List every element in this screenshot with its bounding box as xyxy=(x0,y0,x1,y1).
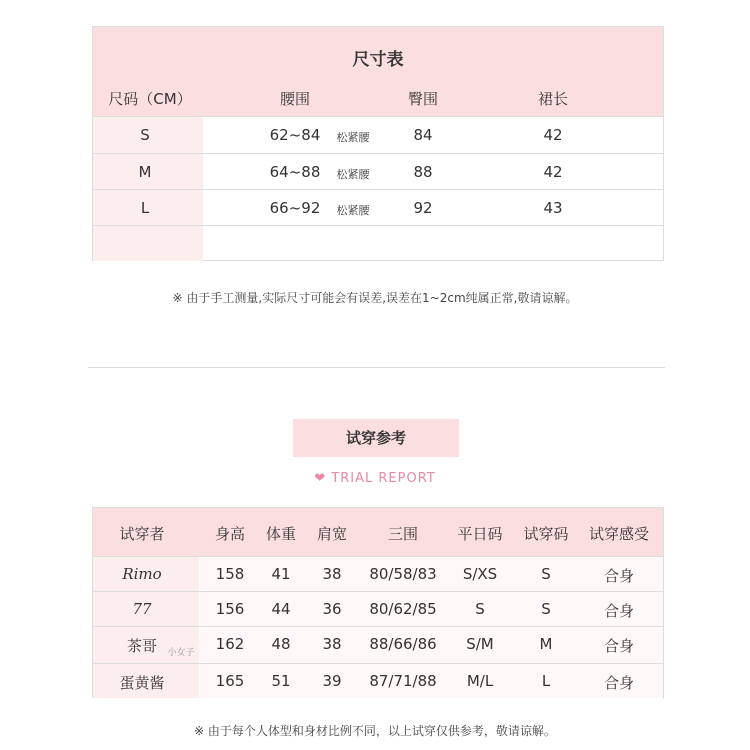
trial-cell: 38 xyxy=(322,635,342,653)
trial-table xyxy=(92,507,664,698)
trial-tag: 小女子 xyxy=(167,648,195,658)
trial-name-cell: 蛋黄酱 xyxy=(119,674,165,692)
waist-cell: 62~84 xyxy=(269,126,321,144)
length-cell: 42 xyxy=(543,163,563,181)
header-size: 尺码（CM） xyxy=(108,90,192,108)
trial-cell: 合身 xyxy=(603,674,635,692)
trial-subtitle xyxy=(0,471,750,486)
waist-note: 松紧腰 xyxy=(336,131,370,144)
trial-cell: S xyxy=(475,600,485,618)
size-cell: S xyxy=(140,126,150,144)
trial-header-cell: 试穿感受 xyxy=(588,525,650,543)
trial-note: ※ 由于每个人体型和身材比例不同，以上试穿仅供参考，敬请谅解。 xyxy=(194,724,556,738)
size-cell: L xyxy=(140,199,150,217)
table-row xyxy=(93,189,663,225)
waist-note: 松紧腰 xyxy=(336,168,370,181)
size-cell: M xyxy=(138,163,152,181)
trial-cell: 87/71/88 xyxy=(369,672,437,690)
table-row xyxy=(93,556,663,591)
hip-cell: 88 xyxy=(413,163,433,181)
size-chart-header xyxy=(93,27,663,116)
trial-cell: S xyxy=(541,565,551,583)
trial-cell: 51 xyxy=(271,672,291,690)
trial-name-cell: 茶哥 xyxy=(126,637,158,655)
trial-cell: 156 xyxy=(215,600,245,618)
trial-cell: 162 xyxy=(215,635,245,653)
trial-cell: L xyxy=(541,672,551,690)
trial-cell: 165 xyxy=(215,672,245,690)
trial-cell: 80/58/83 xyxy=(369,565,437,583)
trial-header-cell: 三围 xyxy=(387,525,419,543)
header-waist: 腰围 xyxy=(279,90,311,108)
trial-header-cell: 肩宽 xyxy=(316,525,348,543)
empty-row xyxy=(93,225,663,261)
trial-cell: S xyxy=(541,600,551,618)
size-chart-title: 尺寸表 xyxy=(352,50,404,70)
trial-cell: 48 xyxy=(271,635,291,653)
header-length: 裙长 xyxy=(537,90,569,108)
trial-cell: 80/62/85 xyxy=(369,600,437,618)
trial-cell: 41 xyxy=(271,565,291,583)
header-hip: 臀围 xyxy=(407,90,439,108)
trial-cell: 44 xyxy=(271,600,291,618)
trial-header-cell: 试穿码 xyxy=(523,525,569,543)
trial-cell: 39 xyxy=(322,672,342,690)
trial-header-cell: 身高 xyxy=(214,525,246,543)
divider xyxy=(88,367,665,368)
trial-cell: S/M xyxy=(466,635,494,653)
waist-note: 松紧腰 xyxy=(336,204,370,217)
trial-subtitle-text: TRIAL REPORT xyxy=(331,471,436,486)
trial-cell: 36 xyxy=(322,600,342,618)
table-row xyxy=(93,116,663,153)
hip-cell: 84 xyxy=(413,126,433,144)
trial-cell: 158 xyxy=(215,565,245,583)
trial-cell: M xyxy=(539,635,553,653)
table-row xyxy=(93,626,663,663)
trial-header-cell: 平日码 xyxy=(457,525,503,543)
table-row xyxy=(93,591,663,626)
trial-cell: 合身 xyxy=(603,637,635,655)
trial-cell: S/XS xyxy=(462,565,498,583)
trial-header-cell: 体重 xyxy=(265,525,297,543)
hip-cell: 92 xyxy=(413,199,433,217)
length-cell: 42 xyxy=(543,126,563,144)
table-row xyxy=(93,153,663,189)
waist-cell: 66~92 xyxy=(269,199,321,217)
trial-title: 试穿参考 xyxy=(293,419,459,457)
trial-name-cell: Rimo xyxy=(122,565,162,583)
size-chart-table xyxy=(92,26,664,261)
size-note: ※ 由于手工测量,实际尺寸可能会有误差,误差在1~2cm纯属正常,敬请谅解。 xyxy=(172,291,578,305)
trial-cell: 38 xyxy=(322,565,342,583)
waist-cell: 64~88 xyxy=(269,163,321,181)
heart-icon: ❤ xyxy=(314,471,327,486)
trial-cell: M/L xyxy=(466,672,494,690)
length-cell: 43 xyxy=(543,199,563,217)
trial-name-cell: 77 xyxy=(132,600,152,618)
table-row xyxy=(93,663,663,698)
trial-cell: 合身 xyxy=(603,567,635,585)
trial-cell: 88/66/86 xyxy=(369,635,437,653)
trial-header xyxy=(93,508,663,556)
trial-cell: 合身 xyxy=(603,602,635,620)
trial-header-cell: 试穿者 xyxy=(119,525,165,543)
